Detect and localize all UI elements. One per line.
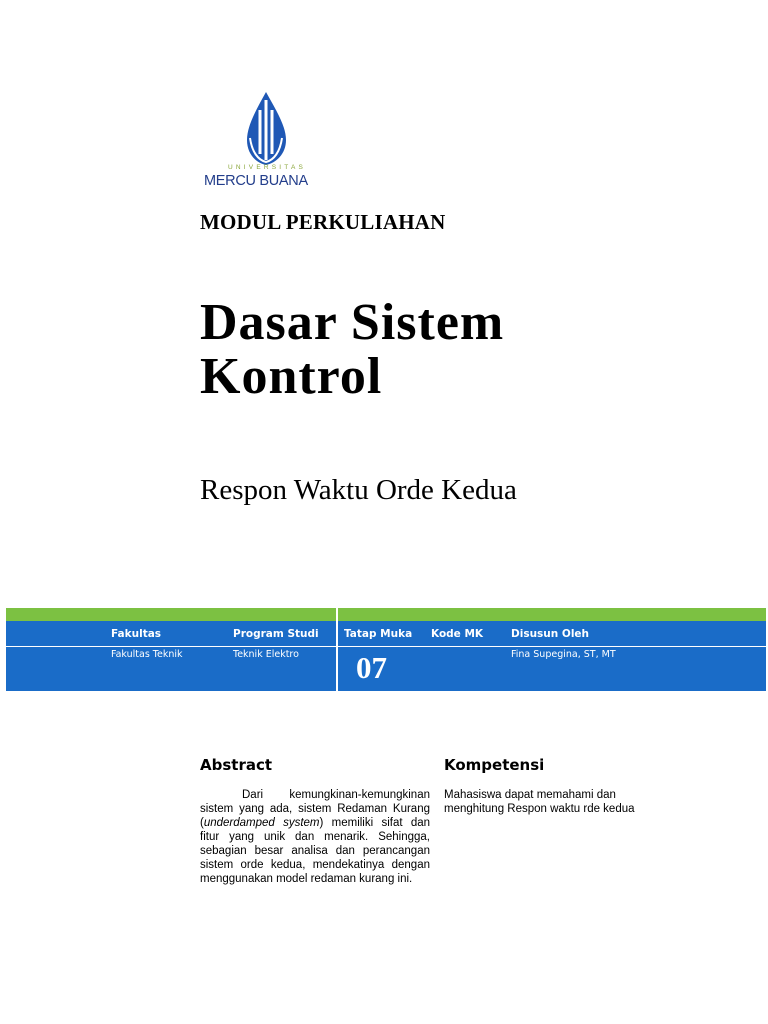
abstract-text-part1: Dari kemungkinan-kemungkinan sistem yang ada, sistem Redaman Kurang ( bbox=[200, 789, 430, 829]
kompetensi-title: Kompetensi bbox=[444, 756, 545, 774]
topic-subtitle: Respon Waktu Orde Kedua bbox=[200, 474, 517, 506]
info-band-green-stripe bbox=[6, 608, 766, 621]
header-disusun-oleh: Disusun Oleh bbox=[511, 628, 590, 640]
university-logo bbox=[200, 88, 335, 192]
abstract-text-part2: ) memiliki sifat dan fitur yang unik dan menarik. Sehingga, sebagian besar analisa dan perancangan sistem orde kedua, mendekatinya dengan menggunakan model redaman kurang ini. bbox=[200, 817, 431, 885]
abstract-text bbox=[200, 788, 430, 886]
kompetensi-text: Mahasiswa dapat memahami dan menghitung Respon waktu rde kedua bbox=[444, 789, 635, 815]
value-program-studi: Teknik Elektro bbox=[233, 649, 299, 660]
modul-label: MODUL PERKULIAHAN bbox=[200, 210, 446, 234]
header-kode-mk: Kode MK bbox=[431, 628, 484, 640]
course-title: Dasar Sistem Kontrol bbox=[200, 294, 505, 405]
header-program-studi: Program Studi bbox=[233, 628, 319, 640]
info-band-vertical-divider bbox=[336, 608, 338, 691]
abstract-title: Abstract bbox=[200, 756, 273, 774]
value-disusun-oleh: Fina Supegina, ST, MT bbox=[511, 649, 616, 660]
abstract-text-italic: underdamped system bbox=[203, 817, 320, 829]
value-fakultas: Fakultas Teknik bbox=[111, 649, 183, 660]
header-fakultas: Fakultas bbox=[111, 628, 162, 640]
logo-university-name: MERCU BUANA bbox=[204, 173, 308, 189]
value-tatap-muka: 07 bbox=[356, 650, 387, 685]
header-tatap-muka: Tatap Muka bbox=[344, 628, 413, 640]
flame-emblem-icon bbox=[200, 88, 335, 168]
logo-university-label: UNIVERSITAS bbox=[228, 164, 307, 171]
